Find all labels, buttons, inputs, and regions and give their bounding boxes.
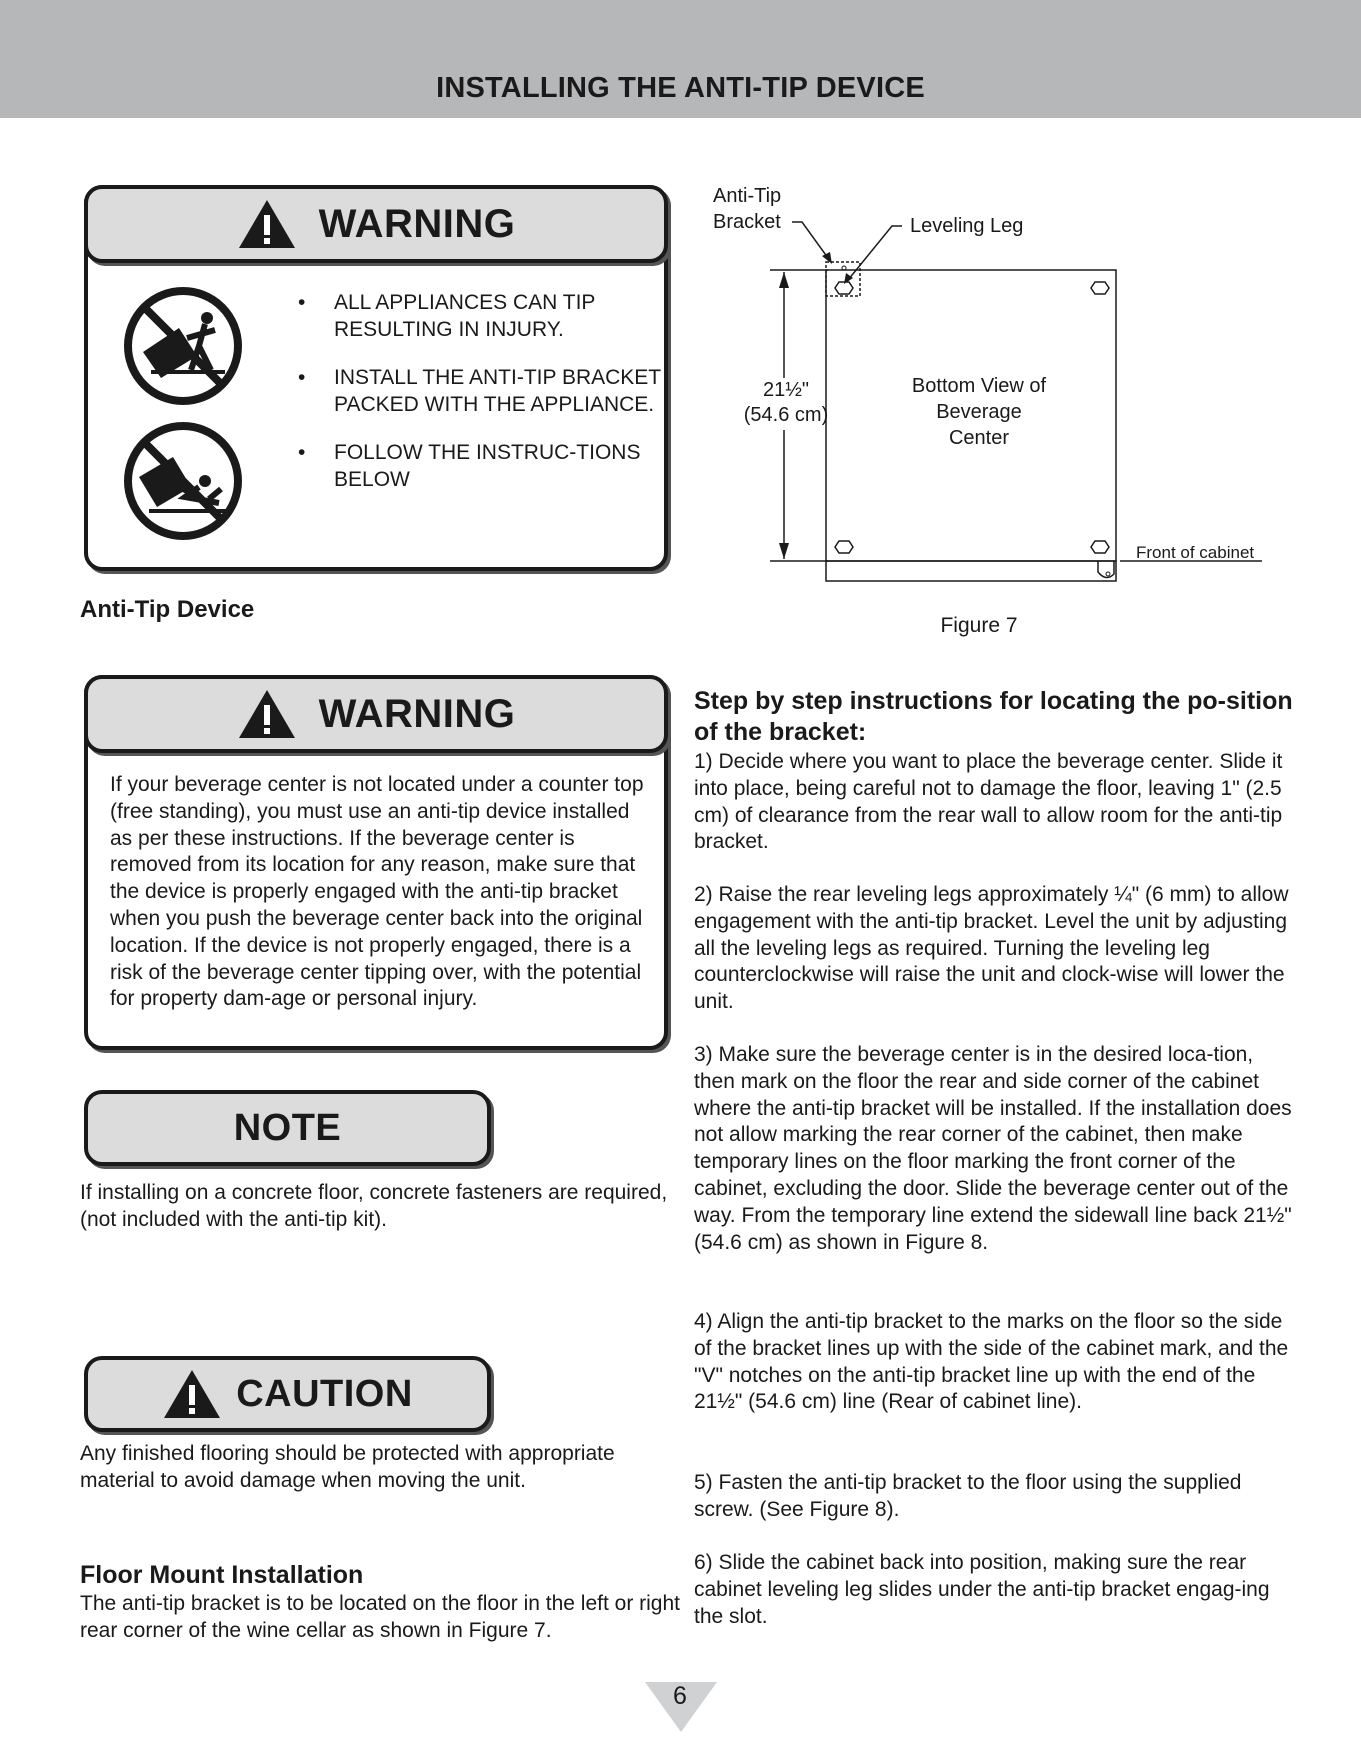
note-label: NOTE [233,1106,342,1149]
warning-box-free-standing [84,675,668,1050]
anti-tip-bracket [826,262,860,296]
step-1: 1) Decide where you want to place the beverage center. Slide it into place, being careful not to damage the floor, leaving 1" (2.5 cm) of clearance from the rear wall to allow room for the anti-tip bracket. [694,750,1283,854]
tipping-over-icon [121,419,245,543]
step-5: 5) Fasten the anti-tip bracket to the floor using the supplied screw. (See Figure 8). [694,1471,1242,1521]
step-6: 6) Slide the cabinet back into position, making sure the rear cabinet leveling leg slides under the anti-tip bracket engag-ing the slot. [694,1551,1270,1628]
front-of-cabinet-label: Front of cabinet [1136,543,1255,562]
warning-bullet: • FOLLOW THE INSTRUC-TIONS BELOW [298,439,678,493]
figure-label-leveling-leg: Leveling Leg [910,215,1024,237]
cabinet-door-outline [826,561,1116,581]
door-hinge-pin [1106,572,1110,576]
dimension-arrow-bottom [779,543,789,559]
figure-caption: Figure 7 [940,614,1018,637]
step-4: 4) Align the anti-tip bracket to the marks on the floor so the side of the bracket lines up with the side of the cabinet mark, and the "V" notches on the anti-tip bracket line up with the end of the 21½" (54.6 cm) line (Rear of cabinet line). [694,1310,1289,1414]
figure-center-label: Bottom View of [911,375,1047,397]
note-header [84,1090,491,1166]
figure-label-bracket: Bracket [713,211,781,233]
warning-box-header [84,185,668,263]
warning-triangle-icon [237,688,297,740]
leg-pointer-line [848,226,902,280]
note-text: If installing on a concrete floor, concrete fasteners are required, (not included with the anti-tip kit). [80,1181,668,1231]
floor-mount-text: The anti-tip bracket is to be located on the floor in the left or right rear corner of the wine cellar as shown in Figure 7. [80,1592,680,1642]
dimension-inches: 21½" [762,379,810,401]
figure-7-diagram [700,178,1280,648]
dimension-cm: (54.6 cm) [743,404,829,426]
leveling-leg-front-left [835,541,853,553]
steps-heading: Step by step instructions for locating the po-sition of the bracket: [694,687,1293,746]
warning-text: If your beverage center is not located under a counter top (free standing), you must use an anti-tip device installed as per these instructions. If the beverage center is removed from its location for any reason, make sure that the device is properly engaged with the anti-tip bracket when you push the beverage center back into the original location. If the device is not properly engaged, there is a risk of the beverage center tipping over, with the potential for property dam-age or personal injury. [110,773,644,1011]
page-title: INSTALLING THE ANTI-TIP DEVICE [436,72,925,104]
warning-label: WARNING [318,691,516,736]
warning-bullet: • ALL APPLIANCES CAN TIP RESULTING IN INJURY. [298,289,678,343]
step-3: 3) Make sure the beverage center is in the desired loca-tion, then mark on the floor the rear and side corner of the cabinet where the anti-tip bracket will be installed. If the installation does not allow marking the rear corner of the cabinet, then make temporary lines on the floor marking the front corner of the cabinet, excluding the door. Slide the beverage center out of the way. From the temporary line extend the sidewall line back 21½" (54.6 cm) as shown in Figure 8. [694,1043,1292,1254]
caution-label: CAUTION [236,1372,413,1415]
bracket-pointer-line [792,222,828,258]
leveling-leg-rear-right [1091,282,1109,294]
no-tipping-icon [121,284,245,408]
dimension-arrow-top [779,272,789,288]
figure-center-label: Center [948,427,1010,449]
figure-label-anti-tip: Anti-Tip [713,185,782,207]
caution-triangle-icon [162,1368,222,1420]
warning-box-tipping [84,185,668,571]
warning-bullet: • INSTALL THE ANTI-TIP BRACKET PACKED WITH THE APPLIANCE. [298,364,678,418]
figure-center-label: Beverage [936,401,1022,423]
caution-text: Any finished flooring should be protected with appropriate material to avoid damage when moving the unit. [80,1442,615,1492]
leveling-leg-rear-left [835,282,853,294]
caution-header [84,1356,491,1432]
warning-box-header [84,675,668,753]
warning-triangle-icon [237,198,297,250]
warning-bullet-list [298,289,678,514]
page-number: 6 [673,1682,687,1710]
warning-label: WARNING [318,201,516,246]
floor-mount-heading: Floor Mount Installation [80,1561,364,1589]
anti-tip-device-heading: Anti-Tip Device [80,596,255,623]
leveling-leg-front-right [1091,541,1109,553]
step-2: 2) Raise the rear leveling legs approximately ¼" (6 mm) to allow engagement with the anti-tip bracket. Level the unit by adjusting all the leveling legs as required. Turning the leveling leg counterclockwise will raise the unit and clock-wise will lower the unit. [694,883,1289,1014]
